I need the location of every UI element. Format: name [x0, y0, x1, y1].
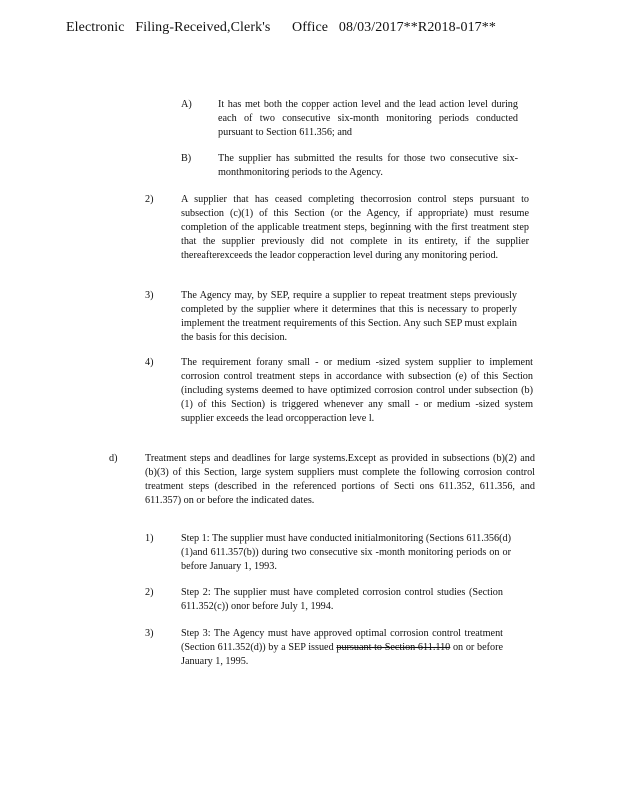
struck-text: pursuant to Section 611.110: [336, 642, 451, 653]
item-text: Step 1: The supplier must have conducted initialmonitoring (Sections 611.356(d)(1)and 611.357(b)) during two consecutive six -month monitoring periods on or before January 1, 1993.: [181, 533, 511, 572]
item-label: 2): [145, 587, 154, 598]
item-label: 1): [145, 533, 154, 544]
item-text: The supplier has submitted the results for those two consecutive six-monthmonitoring periods to the Agency.: [218, 153, 518, 178]
item-text: A supplier that has ceased completing thecorrosion control steps pursuant to subsection (c)(1) of this Section (or the Agency, if appropriate) must resume completion of the applicable treatment steps, beginning with the first treatment step that the supplier previously did not complete in its entirety, if the supplier thereafterexceeds the leador copperaction level during any monitoring period.: [181, 194, 529, 261]
filing-header: Electronic Filing-Received,Clerk's Office 08/03/2017**R2018-017**: [66, 20, 496, 35]
item-text: Treatment steps and deadlines for large systems.Except as provided in subsections (b)(2) and (b)(3) of this Section, large system suppliers must complete the following corrosion control treatment steps (described in the referenced portions of Secti ons 611.352, 611.356, and 611.357) on or before the indicated dates.: [145, 453, 535, 506]
item-label: 4): [145, 357, 154, 368]
item-text: Step 2: The supplier must have completed corrosion control studies (Section 611.352(c)) onor before July 1, 1994.: [181, 587, 503, 612]
item-text-before: Step 3: The Agency must have approved optimal corrosion control treatment (Section 611.352(d)) by a SEP issued: [181, 628, 503, 653]
item-text: [181, 627, 503, 669]
item-label: 3): [145, 290, 154, 301]
item-text-after: on or before January 1, 1995.: [181, 642, 503, 667]
item-label: B): [181, 153, 192, 164]
item-text: The Agency may, by SEP, require a supplier to repeat treatment steps previously completed by the supplier where it determines that this is necessary to properly implement the treatment requirements of this Section. Any such SEP must explain the basis for this decision.: [181, 290, 517, 343]
item-label: 2): [145, 194, 154, 205]
item-label: A): [181, 99, 192, 110]
item-label: 3): [145, 628, 154, 639]
item-text: The requirement forany small - or medium -sized system supplier to implement corrosion control treatment steps in accordance with subsection (e) of this Section (including systems deemed to have optimized corrosion control under subsection (b)(1) of this Section) is triggered whenever any small - or medium -sized system supplier exceeds the lead orcopperaction leve l.: [181, 357, 533, 424]
item-label: d): [109, 453, 118, 464]
item-text: It has met both the copper action level and the lead action level during each of two consecutive six-month monitoring periods conducted pursuant to Section 611.356; and: [218, 99, 518, 138]
